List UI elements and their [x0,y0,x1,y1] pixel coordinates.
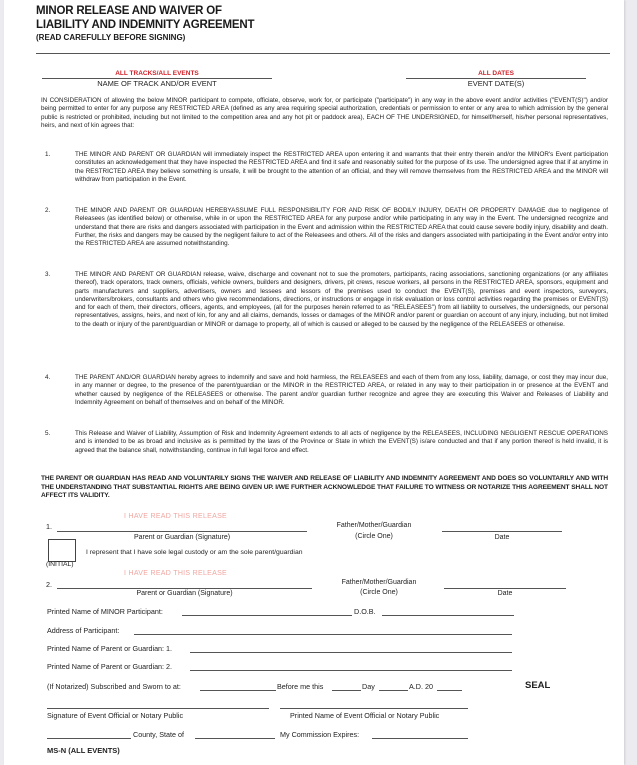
document-title-line2: LIABILITY AND INDEMNITY AGREEMENT [36,19,255,31]
seal-label: SEAL [525,680,551,691]
ad-label: A.D. 20 [409,682,433,691]
official-name-label: Printed Name of Event Official or Notary Public [290,711,440,720]
year-field[interactable] [437,690,462,691]
clause-text: THE MINOR AND PARENT OR GUARDIAN will immediately inspect the RESTRICTED AREA upon entering it and warrants that their entry therein and/or the MINOR's Event participation constitutes an acknowledgement that they have inspected the RESTRICTED AREA and find it safe and reasonably suited for the purpose of its use. The undersigned agree that if at anytime in the RESTRICTED AREA they believe something is unsafe, it will be brought to the attention of an official, and they will remove themselves from the RESTRICTED AREA and the MINOR will withdraw from participation in the Event. [75,151,608,183]
clause-text: THE MINOR AND PARENT OR GUARDIAN HEREBYASSUME FULL RESPONSIBILITY FOR AND RISK OF BODILY INJURY, DEATH OR PROPERTY DAMAGE due to negligence of Releasees (as identified below) or otherwise, while in or upon the RESTRICTED AREA for any purpose and/or while participating in any way in the Event. The undersigned recognize and understand that there are risks and dangers associated with participation in the Event and admission within the RESTRICTED AREA that could cause severe bodily injury, disability and death. Further, the risks and dangers may be caused by the negligent failure to act of the Releasees and others. All of the risks and dangers associated with participating in the Event and/or entry into the RESTRICTED AREA are assumed notwithstanding. [75,207,608,248]
dob-field[interactable] [382,615,514,616]
state-field[interactable] [195,738,275,739]
custody-statement: I represent that I have sole legal custody or am the sole parent/guardian [86,549,303,556]
date-label-2: Date [497,590,513,597]
document-title-line1: MINOR RELEASE AND WAIVER OF [36,5,222,17]
header-divider [36,53,610,54]
initial-label: (INITIAL) [46,561,74,568]
month-field[interactable] [379,690,408,691]
minor-name-label: Printed Name of MINOR Participant: [47,607,163,616]
clause-text: THE PARENT AND/OR GUARDIAN hereby agrees to indemnify and save and hold harmless, the RELEASEES and each of them from any loss, liability, damage, or cost they may incur due, in any manner or degree, to the presence of the parent/guardian or the MINOR in the RESTRICTED AREA, or related in any way to their participation in or presence at the EVENT and whether caused by negligence of the RELEASEES or otherwise. The parent and/or guardian further recognize and agree they are executing this Waiver and Releases of Liability and Indemnity Agreement on behalf of themselves and on behalf of the MINOR. [75,374,608,406]
read-stamp-1: I HAVE READ THIS RELEASE [124,513,228,520]
signature-line-1[interactable] [57,531,307,532]
date-label: EVENT DATE(S) [467,79,525,88]
commission-field[interactable] [372,738,468,739]
address-field[interactable] [134,634,512,635]
dob-label: D.O.B. [354,607,376,616]
minor-name-field[interactable] [182,615,352,616]
sworn-at-label: (If Notarized) Subscribed and Sworn to at: [47,682,181,691]
parent2-name-label: Printed Name of Parent or Guardian: 2. [47,662,173,671]
clause-number: 4. [45,374,51,381]
date-line-1[interactable] [442,531,562,532]
commission-label: My Commission Expires: [280,730,360,739]
address-label: Address of Participant: [47,626,120,635]
intro-paragraph: IN CONSIDERATION of allowing the below MINOR participant to compete, officiate, observe, work for, or participate ("participate") in any way in the above event and/or activities ("EVENT(S)") and/or being permitted to enter for any purpose any RESTRICTED AREA (defined as any area requiring special authorization, credentials or permission to enter or any area to which admission by the general public is restricted or prohibited, including but not limited to the competition area and any hot pit or paddock area), EACH OF THE UNDERSIGNED, for himself/herself, his/her personal representatives, heirs, and next of kin agrees that: [41,97,608,129]
day-label: Day [362,682,375,691]
relation-hint-2: (Circle One) [360,589,398,596]
clause-text: This Release and Waiver of Liability, Assumption of Risk and Indemnity Agreement extends to all acts of negligence by the RELEASEES, INCLUDING NEGLIGENT RESCUE OPERATIONS and is intended to be as broad and inclusive as is permitted by the laws of the Province or State in which the EVENT(S) is/are conducted and that if any portion thereof is held invalid, it is agreed that the balance shall, notwithstanding, continue in full legal force and effect. [75,430,608,454]
date-value[interactable]: ALL DATES [478,70,514,77]
clause-number: 3. [45,271,51,278]
clause-number: 5. [45,430,51,437]
clause-number: 2. [45,207,51,214]
sworn-at-field[interactable] [200,690,276,691]
official-name-field[interactable] [280,708,468,709]
relation-hint-1: (Circle One) [355,533,393,540]
date-line-2[interactable] [444,588,566,589]
before-me-label: Before me this [277,682,324,691]
signature-number-1: 1. [46,522,52,531]
track-label: NAME OF TRACK AND/OR EVENT [97,79,217,88]
initial-box[interactable] [48,539,76,562]
form-code: MS-N (ALL EVENTS) [47,746,120,755]
official-signature-field[interactable] [47,708,269,709]
date-label-1: Date [494,534,510,541]
county-state-label: County, State of [133,730,185,739]
acknowledgement-paragraph: THE PARENT OR GUARDIAN HAS READ AND VOLUNTARILY SIGNS THE WAIVER AND RELEASE OF LIABILITY AND INDEMNITY AGREEMENT AND DOES SO VOLUNTARILY AND WITH THE UNDERSTANDING THAT SUBSTANTIAL RIGHTS ARE BEING GIVEN UP. I/WE FURTHER ACKNOWLEDGE THAT FAILURE TO WITNESS OR NOTARIZE THIS AGREEMENT SHALL NOT AFFECT ITS VALIDITY. [41,475,608,500]
document-page [4,0,624,765]
parent1-name-field[interactable] [190,652,512,653]
county-field[interactable] [47,738,131,739]
parent1-name-label: Printed Name of Parent or Guardian: 1. [47,644,173,653]
track-value[interactable]: ALL TRACKS/ALL EVENTS [115,70,199,77]
clause-text: THE MINOR AND PARENT OR GUARDIAN release, waive, discharge and covenant not to sue the promoters, participants, racing associations, sanctioning organizations (or any affiliates thereof), track operators, track owners, officials, vehicle owners, builders and designers, drivers, pit crews, rescue workers, all persons in the RESTRICTED AREA, sponsors, equipment and parts manufacturers and suppliers, advertisers, owners and lessees and lessors of the premises used to conduct the EVENT(S), premises and event inspectors, surveyors, underwriters/brokers, consultants and others who give recommendations, directions, or instructions or engage in risk evaluation or loss control activities regarding the premises or EVENT(S) and for each of them, their directors, officers, agents, and employees, (all for the purposes herein referred to as "RELEASEES") from all liability to ourselves, the undersigneds, our personal representatives, assigns, heirs, and next of kin, for any and all claims, demands, losses or damages of the MINOR and/or parent or guardian on account of any injury, including, but not limited to the death or injury of the parent/guardian or MINOR or damage to property, all of which is caused or alleged to be caused by the negligence of the RELEASEES or otherwise. [75,271,608,328]
signature-label-2: Parent or Guardian (Signature) [136,590,233,597]
relation-label-1[interactable]: Father/Mother/Guardian [336,522,412,529]
signature-number-2: 2. [46,580,52,589]
parent2-name-field[interactable] [190,670,512,671]
read-stamp-2: I HAVE READ THIS RELEASE [124,570,228,577]
document-subtitle: (READ CAREFULLY BEFORE SIGNING) [36,33,186,42]
relation-label-2[interactable]: Father/Mother/Guardian [341,579,417,586]
official-signature-label: Signature of Event Official or Notary Public [47,711,184,720]
clause-number: 1. [45,151,51,158]
signature-line-2[interactable] [57,588,312,589]
signature-label-1: Parent or Guardian (Signature) [133,534,231,541]
day-field[interactable] [332,690,361,691]
